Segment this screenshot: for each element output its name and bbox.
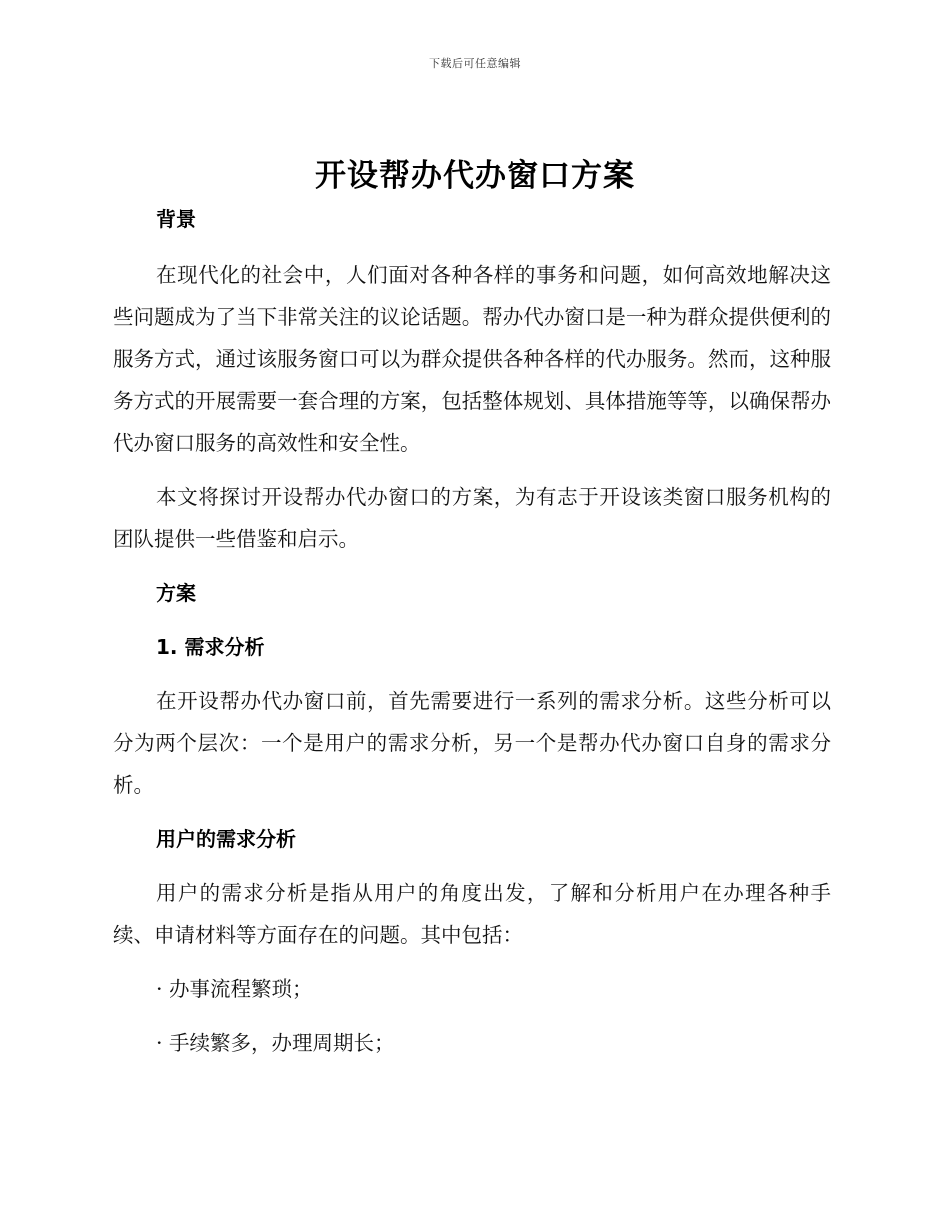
paragraph-needs-analysis: 在开设帮办代办窗口前，首先需要进行一系列的需求分析。这些分析可以分为两个层次：一个是用户的需求分析，另一个是帮办代办窗口自身的需求分析。 xyxy=(113,689,831,797)
paragraph-background-1: 在现代化的社会中，人们面对各种各样的事务和问题，如何高效地解决这些问题成为了当下非常关注的议论话题。帮办代办窗口是一种为群众提供便利的服务方式，通过该服务窗口可以为群众提供各种各样的代办服务。然而，这种服务方式的开展需要一套合理的方案，包括整体规划、具体措施等等，以确保帮办代办窗口服务的高效性和安全性。 xyxy=(113,263,831,455)
list-item: · 手续繁多，办理周期长； xyxy=(156,1031,395,1055)
section-heading-user-needs: 用户的需求分析 xyxy=(156,827,296,851)
section-heading-needs-analysis: 1. 需求分析 xyxy=(156,635,265,659)
document-body xyxy=(113,198,831,1064)
section-heading-background: 背景 xyxy=(156,207,196,231)
list-item: · 办事流程繁琐； xyxy=(156,977,313,1001)
paragraph-background-2: 本文将探讨开设帮办代办窗口的方案，为有志于开设该类窗口服务机构的团队提供一些借鉴和启示。 xyxy=(113,485,831,551)
paragraph-user-needs: 用户的需求分析是指从用户的角度出发，了解和分析用户在办理各种手续、申请材料等方面存在的问题。其中包括： xyxy=(113,881,831,947)
document-title: 开设帮办代办窗口方案 xyxy=(315,158,635,194)
section-heading-plan: 方案 xyxy=(156,581,196,605)
header-note: 下载后可任意编辑 xyxy=(429,57,521,70)
